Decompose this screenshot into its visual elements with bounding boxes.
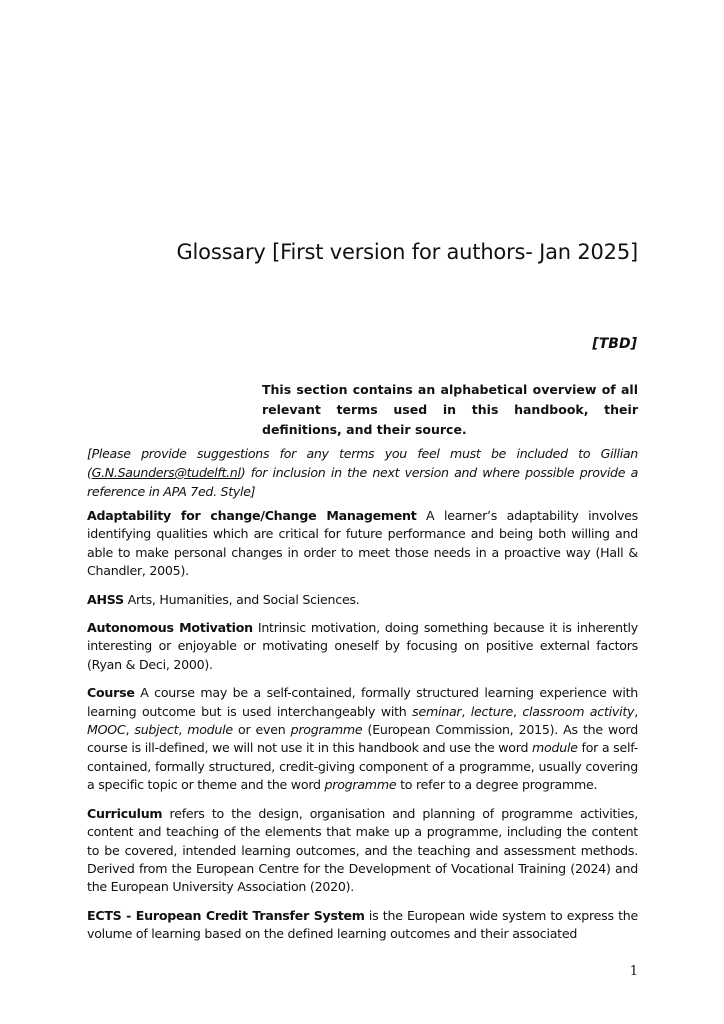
- glossary-term: Course: [87, 685, 135, 701]
- glossary-term: Adaptability for change/Change Management: [87, 508, 417, 523]
- request-text-after: ) for inclusion in the next version and where possible provide a reference in APA 7ed. Style]: [87, 465, 638, 499]
- definition-emphasis: classroom activity: [522, 703, 635, 719]
- glossary-entry-course: [87, 684, 638, 794]
- glossary-entry-adaptability: [87, 507, 638, 581]
- glossary-term: AHSS: [87, 591, 124, 607]
- definition-emphasis: programme: [324, 777, 397, 793]
- glossary-definition: Arts, Humanities, and Social Sciences.: [123, 591, 360, 607]
- glossary-entries: [87, 507, 638, 954]
- definition-text: ,: [178, 722, 188, 738]
- definition-emphasis: lecture: [470, 703, 513, 719]
- definition-emphasis: seminar: [412, 703, 462, 719]
- glossary-definition: Intrinsic motivation, doing something because it is inherently interesting or enjoyable or motivating oneself by focusing on positive external factors (Ryan & Deci, 2000).: [87, 620, 638, 672]
- glossary-entry-autonomous-motivation: [87, 619, 638, 674]
- status-tag: [TBD]: [592, 336, 637, 352]
- page-title: Glossary [First version for authors- Jan 2025]: [176, 240, 638, 264]
- definition-text: ,: [634, 703, 638, 719]
- definition-text: to refer to a degree programme.: [396, 777, 598, 793]
- definition-text: (European Commission, 2015). As the word course is ill-defined, we will not use it in this handbook and use the word: [87, 722, 638, 756]
- glossary-entry-ects: [87, 907, 638, 944]
- definition-text: or even: [232, 722, 291, 738]
- definition-text: ,: [125, 722, 135, 738]
- glossary-definition: A learner’s adaptability involves identifying qualities which are critical for future performance and being both willing and able to make personal changes in order to meet those needs in a proactive way (Hall & Chandler, 2005).: [87, 508, 638, 579]
- request-text-before: [Please provide suggestions for any terms you feel must be included to Gillian (: [87, 446, 638, 480]
- definition-text: A course may be a self-contained, formally structured learning experience with learning outcome but is used interchangeably with: [87, 685, 638, 719]
- glossary-term: Curriculum: [87, 805, 163, 821]
- definition-emphasis: programme: [290, 722, 363, 738]
- glossary-definition: refers to the design, organisation and planning of programme activities, content and teaching of the elements that make up a programme, including the content to be covered, intended learning outcomes, and the teaching and assessment methods. Derived from the European Centre for the Development of Vocational Training (2024) and the European University Association (2020).: [87, 805, 638, 895]
- glossary-term: ECTS - European Credit Transfer System: [87, 907, 365, 923]
- definition-text: ,: [512, 703, 523, 719]
- suggestion-request: [87, 444, 638, 501]
- definition-emphasis: MOOC: [87, 722, 126, 738]
- glossary-entry-ahss: [87, 591, 638, 609]
- definition-text: for a self-contained, formally structured, credit-giving component of a programme, usually covering a specific topic or theme and the word: [87, 740, 639, 793]
- page-number: 1: [629, 964, 638, 979]
- glossary-entry-curriculum: [87, 805, 638, 897]
- glossary-definition: is the European wide system to express the volume of learning based on the defined learning outcomes and their associated: [87, 907, 638, 942]
- definition-emphasis: module: [532, 740, 578, 756]
- email-link[interactable]: G.N.Saunders@tudelft.nl: [91, 465, 241, 480]
- definition-text: ,: [461, 703, 471, 719]
- section-intro: This section contains an alphabetical overview of all relevant terms used in this handbook, their definitions, and their source.: [262, 382, 638, 437]
- definition-emphasis: module: [187, 722, 233, 738]
- glossary-term: Autonomous Motivation: [87, 620, 253, 636]
- definition-emphasis: subject: [134, 722, 179, 738]
